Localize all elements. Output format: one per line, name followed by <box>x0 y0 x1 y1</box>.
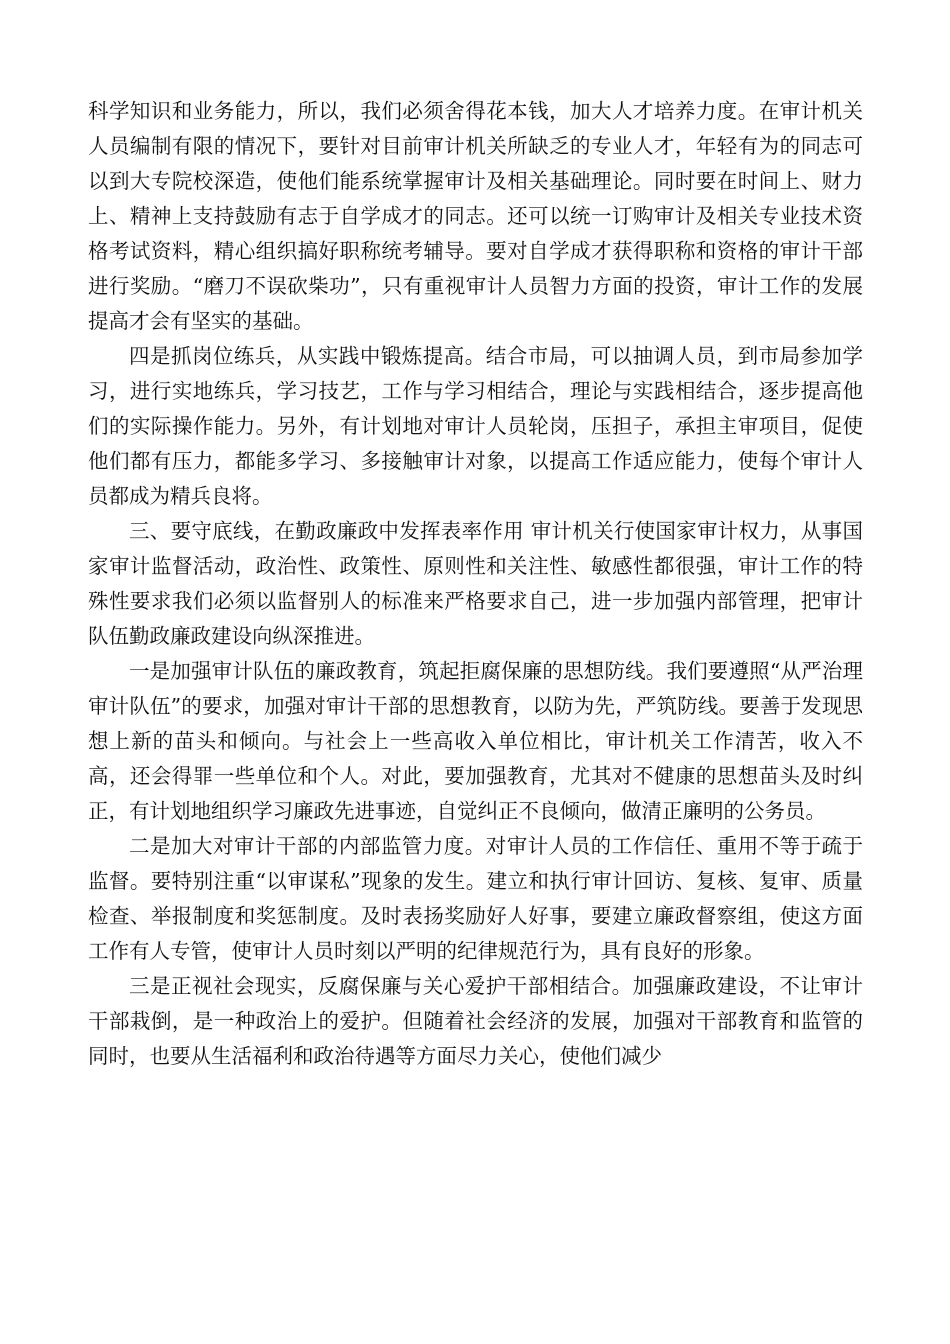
paragraph-2: 四是抓岗位练兵，从实践中锻炼提高。结合市局，可以抽调人员，到市局参加学习，进行实地练兵，学习技艺，工作与学习相结合，理论与实践相结合，逐步提高他们的实际操作能力。另外，有计划地对审计人员轮岗，压担子，承担主审项目，促使他们都有压力，都能多学习、多接触审计对象，以提高工作适应能力，使每个审计人员都成为精兵良将。 <box>88 344 863 508</box>
paragraph-3: 三、要守底线，在勤政廉政中发挥表率作用 审计机关行使国家审计权力，从事国家审计监督活动，政治性、政策性、原则性和关注性、敏感性都很强，审计工作的特殊性要求我们必须以监督别人的标准来严格要求自己，进一步加强内部管理，把审计队伍勤政廉政建设向纵深推进。 <box>88 519 863 648</box>
paragraph-1: 科学知识和业务能力，所以，我们必须舍得花本钱，加大人才培养力度。在审计机关人员编制有限的情况下，要针对目前审计机关所缺乏的专业人才，年轻有为的同志可以到大专院校深造，使他们能系统掌握审计及相关基础理论。同时要在时间上、财力上、精神上支持鼓励有志于自学成才的同志。还可以统一订购审计及相关专业技术资格考试资料，精心组织搞好职称统考辅导。要对自学成才获得职称和资格的审计干部进行奖励。“磨刀不误砍柴功”，只有重视审计人员智力方面的投资，审计工作的发展提高才会有坚实的基础。 <box>88 99 863 333</box>
paragraph-4: 一是加强审计队伍的廉政教育，筑起拒腐保廉的思想防线。我们要遵照“从严治理审计队伍”的要求，加强对审计干部的思想教育，以防为先，严筑防线。要善于发现思想上新的苗头和倾向。与社会上一些高收入单位相比，审计机关工作清苦，收入不高，还会得罪一些单位和个人。对此，要加强教育，尤其对不健康的思想苗头及时纠正，有计划地组织学习廉政先进事迹，自觉纠正不良倾向，做清正廉明的公务员。 <box>88 659 863 823</box>
document-body <box>88 94 863 1074</box>
paragraph-5: 二是加大对审计干部的内部监管力度。对审计人员的工作信任、重用不等于疏于监督。要特别注重“以审谋私”现象的发生。建立和执行审计回访、复核、复审、质量检查、举报制度和奖惩制度。及时表扬奖励好人好事，要建立廉政督察组，使这方面工作有人专管，使审计人员时刻以严明的纪律规范行为，具有良好的形象。 <box>88 834 863 963</box>
paragraph-6: 三是正视社会现实，反腐保廉与关心爱护干部相结合。加强廉政建设，不让审计干部栽倒，是一种政治上的爱护。但随着社会经济的发展，加强对干部教育和监管的同时，也要从生活福利和政治待遇等方面尽力关心，使他们减少 <box>88 974 863 1068</box>
